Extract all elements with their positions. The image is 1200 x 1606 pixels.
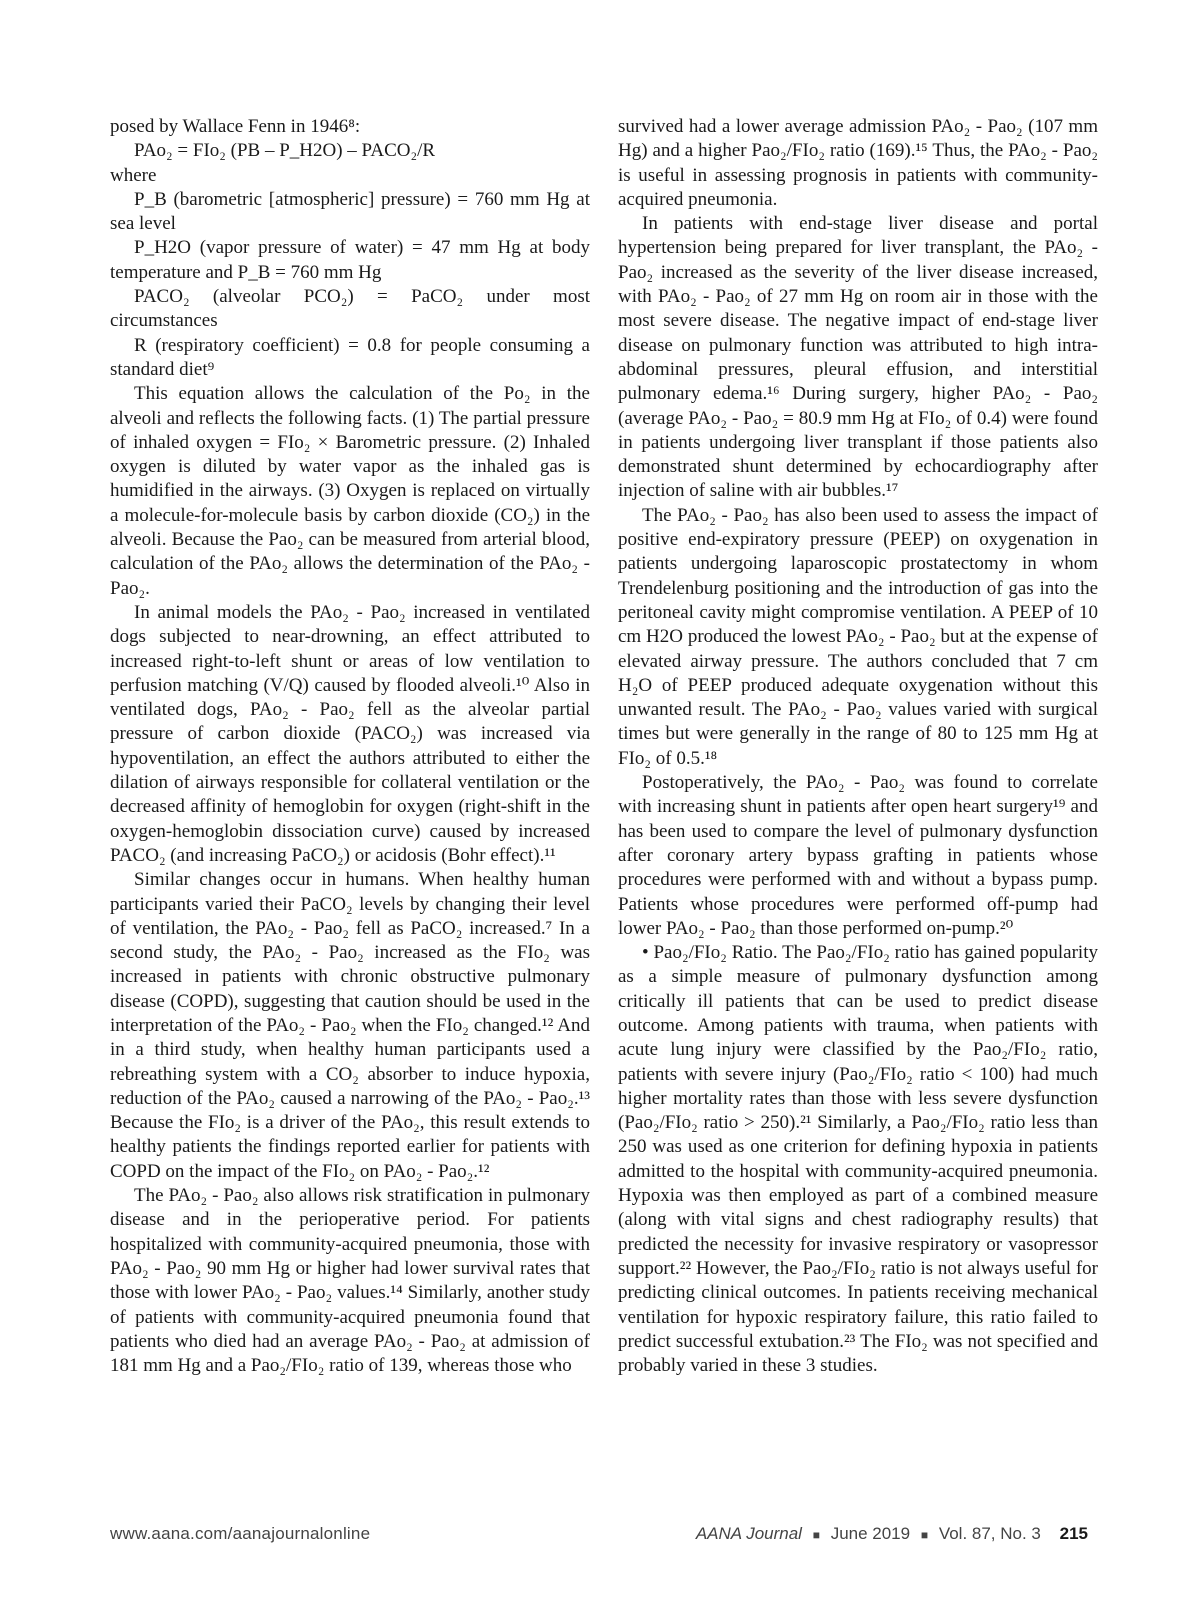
paragraph: survived had a lower average admission PAo₂ - Pao₂ (107 mm Hg) and a higher Pao₂/FIo₂ ratio (169).¹⁵ Thus, the PAo₂ - Pao₂ is useful in assessing prognosis in patients with community-acquired pneumonia. — [618, 116, 1098, 210]
left-column — [110, 115, 590, 1378]
footer-citation — [696, 1524, 1088, 1544]
definition-item: P_H2O (vapor pressure of water) = 47 mm Hg at body temperature and P_B = 760 mm Hg — [110, 237, 590, 283]
journal-name: AANA Journal — [695, 1524, 802, 1543]
definition-item: R (respiratory coefficient) = 0.8 for people consuming a standard diet⁹ — [110, 334, 590, 380]
separator-square: ■ — [920, 1528, 929, 1542]
separator-square: ■ — [812, 1528, 820, 1542]
paragraph: Similar changes occur in humans. When healthy human participants varied their PaCO₂ levels by changing their level of ventilation, the PAo₂ - Pao₂ fell as PaCO₂ increased.⁷ In a second study, the PAo₂ - Pao₂ increased as the FIo₂ was increased in patients with chronic obstructive pulmonary disease (COPD), suggesting that caution should be used in the interpretation of the PAo₂ - Pao₂ when the FIo₂ changed.¹² And in a third study, when healthy human participants used a rebreathing system with a CO₂ absorber to induce hypoxia, reduction of the PAo₂ caused a narrowing of the PAo₂ - Pao₂.¹³ Because the FIo₂ is a driver of the PAo₂, this result extends to healthy patients the findings reported earlier for patients with COPD on the impact of the FIo₂ on PAo₂ - Pao₂.¹² — [110, 869, 590, 1182]
paragraph: Postoperatively, the PAo₂ - Pao₂ was found to correlate with increasing shunt in patients after open heart surgery¹⁹ and has been used to compare the level of pulmonary dysfunction after coronary artery bypass grafting in patients whose procedures were performed with and without a bypass pump. Patients whose procedures were performed off-pump had lower PAo₂ - Pao₂ than those performed on-pump.²⁰ — [618, 772, 1098, 939]
definition-item: PACO₂ (alveolar PCO₂) = PaCO₂ under most circumstances — [110, 286, 590, 332]
paragraph: In animal models the PAo₂ - Pao₂ increased in ventilated dogs subjected to near-drowning, an effect attributed to increased right-to-left shunt or areas of low ventilation to perfusion matching (V/Q) caused by flooded alveoli.¹⁰ Also in ventilated dogs, PAo₂ - Pao₂ fell as the alveolar partial pressure of carbon dioxide (PACO₂) was increased via hypoventilation, an effect the authors attributed to either the dilation of airways responsible for collateral ventilation or the decreased affinity of hemoglobin for oxygen (right-shift in the oxygen-hemoglobin dissociation curve) caused by increased PACO₂ (and increasing PaCO₂) or acidosis (Bohr effect).¹¹ — [110, 601, 590, 866]
paragraph: The PAo₂ - Pao₂ has also been used to assess the impact of positive end-expiratory pressure (PEEP) on oxygenation in patients undergoing laparoscopic prostatectomy in whom Trendelenburg positioning and the introduction of gas into the peritoneal cavity might compromise ventilation. A PEEP of 10 cm H2O produced the lowest PAo₂ - Pao₂ but at the expense of elevated airway pressure. The authors concluded that 7 cm H₂O of PEEP produced adequate oxygenation without this unwanted result. The PAo₂ - Pao₂ values varied with surgical times but were generally in the range of 80 to 125 mm Hg at FIo₂ of 0.5.¹⁸ — [618, 504, 1098, 769]
paragraph: • Pao₂/FIo₂ Ratio. The Pao₂/FIo₂ ratio has gained popularity as a simple measure of pulmonary dysfunction among critically ill patients that can be used to predict disease outcome. Among patients with trauma, when patients with acute lung injury were classified by the Pao₂/FIo₂ ratio, patients with severe injury (Pao₂/FIo₂ ratio < 100) had much higher mortality rates than those with less severe dysfunction (Pao₂/FIo₂ ratio > 250).²¹ Similarly, a Pao₂/FIo₂ ratio less than 250 was used as one criterion for defining hypoxia in patients admitted to the hospital with community-acquired pneumonia. Hypoxia was then employed as part of a combined measure (along with vital signs and chest radiography results) that predicted the necessity for invasive respiratory or vasopressor support.²² However, the Pao₂/FIo₂ ratio is not always useful for predicting clinical outcomes. In patients receiving mechanical ventilation for hypoxic respiratory failure, this ratio failed to predict successful extubation.²³ The FIo₂ was not specified and probably varied in these 3 studies. — [618, 942, 1098, 1377]
right-column — [618, 115, 1098, 1378]
paragraph: The PAo₂ - Pao₂ also allows risk stratification in pulmonary disease and in the perioperative period. For patients hospitalized with community-acquired pneumonia, those with PAo₂ - Pao₂ 90 mm Hg or higher had lower survival rates that those with lower PAo₂ - Pao₂ values.¹⁴ Similarly, another study of patients with community-acquired pneumonia found that patients who died had an average PAo₂ - Pao₂ at admission of 181 mm Hg and a Pao₂/FIo₂ ratio of 139, whereas those who — [110, 1185, 590, 1377]
issue-date: June 2019 — [830, 1524, 911, 1543]
paragraph: posed by Wallace Fenn in 1946⁸: — [110, 116, 361, 137]
paragraph: This equation allows the calculation of the Po₂ in the alveoli and reflects the following facts. (1) The partial pressure of inhaled oxygen = FIo₂ × Barometric pressure. (2) Inhaled oxygen is diluted by water vapor as the inhaled gas is humidified in the airways. (3) Oxygen is replaced on virtually a molecule-for-molecule basis by carbon dioxide (CO₂) in the alveoli. Because the Pao₂ can be measured from arterial blood, calculation of the PAo₂ allows the determination of the PAo₂ - Pao₂. — [110, 383, 590, 599]
paragraph: In patients with end-stage liver disease and portal hypertension being prepared for liver transplant, the PAo₂ - Pao₂ increased as the severity of the liver disease increased, with PAo₂ - Pao₂ of 27 mm Hg on room air in those with the most severe disease. The negative impact of end-stage liver disease on pulmonary function was attributed to high intra-abdominal pressures, pleural effusion, and interstitial pulmonary edema.¹⁶ During surgery, higher PAo₂ - Pao₂ (average PAo₂ - Pao₂ = 80.9 mm Hg at FIo₂ of 0.4) were found in patients undergoing liver transplant if those patients also demonstrated shunt determined by echocardiography after injection of saline with air bubbles.¹⁷ — [618, 213, 1098, 502]
paragraph: where — [110, 164, 157, 186]
volume-issue: Vol. 87, No. 3 — [938, 1524, 1041, 1543]
page-number: 215 — [1059, 1524, 1088, 1543]
definition-item: P_B (barometric [atmospheric] pressure) = 760 mm Hg at sea level — [110, 188, 590, 235]
footer-url[interactable]: www.aana.com/aanajournalonline — [110, 1524, 371, 1543]
equation: PAo₂ = FIo₂ (PB – P_H2O) – PACO₂/R — [134, 140, 436, 162]
